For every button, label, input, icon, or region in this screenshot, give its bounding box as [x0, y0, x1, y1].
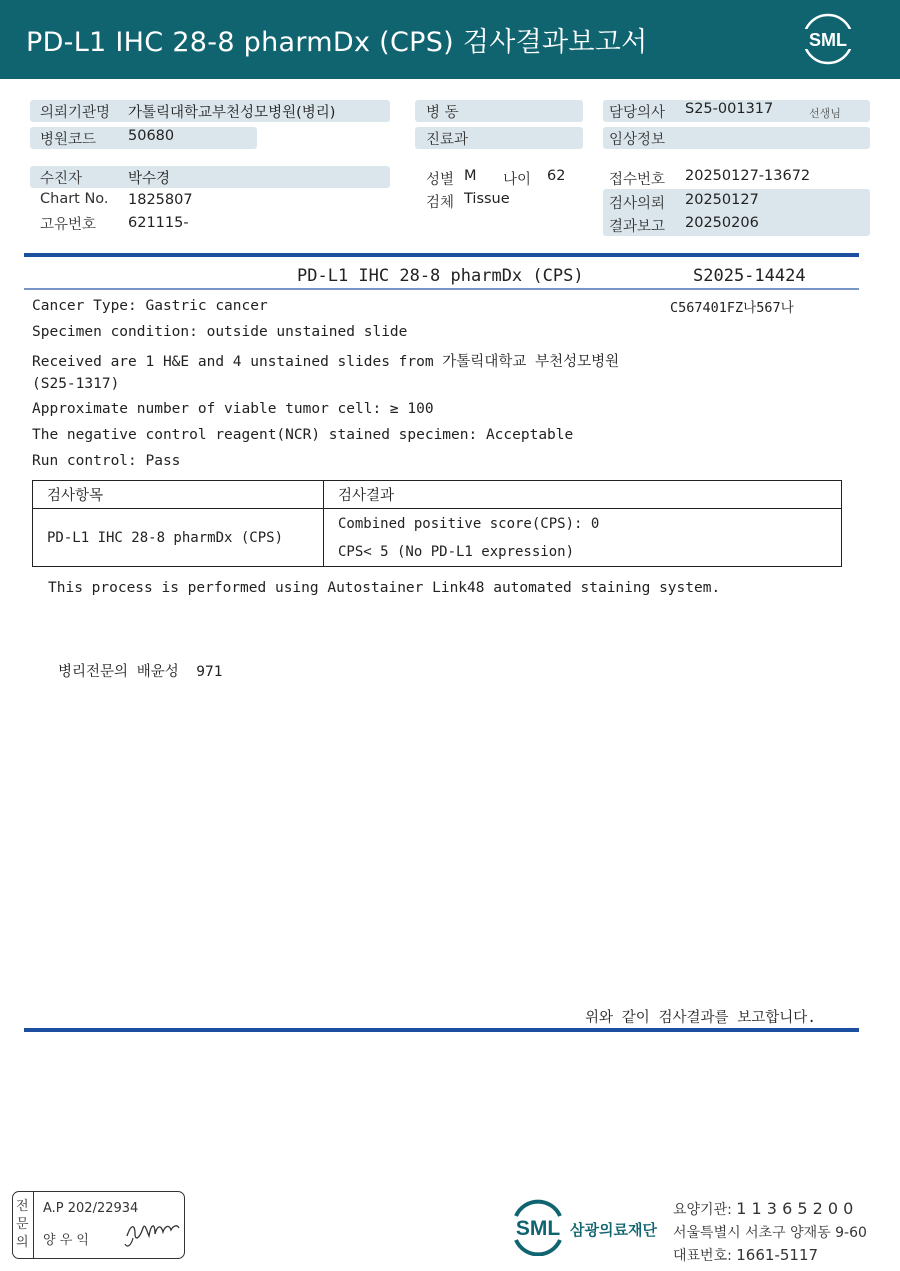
- hospital-code-label: 병원코드: [40, 132, 97, 148]
- pathologist-signature: 병리전문의 배윤성 971: [58, 664, 223, 680]
- col-item-header: 검사항목: [33, 481, 324, 509]
- department-label: 진료과: [426, 132, 469, 148]
- report-line: (S25-1317): [32, 376, 120, 392]
- top-divider: [24, 253, 859, 257]
- bottom-divider: [24, 1028, 859, 1032]
- license-label: 요양기관:: [673, 1202, 737, 1218]
- receipt-label: 접수번호: [609, 172, 666, 188]
- sml-logo-icon: [802, 13, 854, 65]
- specimen-label: 검체: [426, 195, 455, 211]
- patient-value: 박수경: [128, 171, 171, 187]
- result-table: [32, 480, 842, 567]
- patient-label: 수진자: [40, 171, 83, 187]
- svg-text:SML: SML: [809, 30, 847, 50]
- doctor-suffix: 선생님: [809, 107, 841, 120]
- hospital-code-value: 50680: [128, 128, 175, 144]
- doctor-label: 담당의사: [609, 105, 666, 121]
- svg-text:SML: SML: [515, 1217, 561, 1240]
- specimen-value: Tissue: [464, 191, 510, 207]
- report-value: 20250206: [685, 215, 759, 231]
- sml-org-logo-icon: [508, 1198, 568, 1256]
- institution-value: 가톨릭대학교부천성모병원(병리): [128, 105, 336, 121]
- sex-value: M: [464, 168, 477, 184]
- institution-label: 의뢰기관명: [40, 105, 111, 121]
- phone-label: 대표번호:: [673, 1248, 737, 1264]
- clinical-info-label: 임상정보: [609, 132, 666, 148]
- id-value: 621115-: [128, 215, 189, 231]
- report-line: Approximate number of viable tumor cell: ≥ 100: [32, 401, 434, 417]
- report-line: Specimen condition: outside unstained slide: [32, 324, 408, 340]
- report-title: PD-L1 IHC 28-8 pharmDx (CPS) 검사결과보고서: [26, 27, 648, 58]
- closing-statement: 위와 같이 검사결과를 보고합니다.: [585, 1010, 817, 1026]
- ward-label: 병 동: [426, 105, 459, 121]
- id-label: 고유번호: [40, 217, 97, 233]
- report-id: S2025-14424: [693, 266, 806, 286]
- result-line: CPS< 5 (No PD-L1 expression): [338, 543, 575, 560]
- phone-line: [673, 1245, 818, 1265]
- test-item-cell: PD-L1 IHC 28-8 pharmDx (CPS): [33, 509, 324, 567]
- heading-divider: [24, 288, 859, 290]
- col-result-header: 검사결과: [324, 481, 842, 509]
- report-label: 결과보고: [609, 219, 666, 235]
- result-line: Combined positive score(CPS): 0: [338, 515, 600, 532]
- org-address: 서울특별시 서초구 양재동 9-60: [673, 1225, 867, 1241]
- test-result-cell: [324, 509, 842, 567]
- specialist-stamp: [12, 1191, 185, 1259]
- request-label: 검사의뢰: [609, 196, 666, 212]
- stamp-side-label: 전문의: [16, 1199, 29, 1250]
- org-name: 삼광의료재단: [570, 1221, 657, 1239]
- handwritten-signature-icon: [123, 1206, 181, 1250]
- license-line: [673, 1199, 853, 1219]
- stamp-ap: A.P 202/22934: [43, 1201, 139, 1216]
- age-value: 62: [547, 168, 566, 184]
- report-line: The negative control reagent(NCR) stained specimen: Acceptable: [32, 427, 574, 443]
- stamp-name: 양 우 익: [43, 1233, 89, 1248]
- doctor-value: S25-001317: [685, 101, 774, 117]
- chart-value: 1825807: [128, 192, 193, 208]
- test-name-heading: PD-L1 IHC 28-8 pharmDx (CPS): [297, 266, 584, 286]
- process-note: This process is performed using Autostainer Link48 automated staining system.: [48, 580, 721, 596]
- age-label: 나이: [503, 172, 532, 188]
- report-line: Received are 1 H&E and 4 unstained slides from 가톨릭대학교 부천성모병원: [32, 354, 620, 370]
- sex-label: 성별: [426, 172, 455, 188]
- license-value: 1 1 3 6 5 2 0 0: [736, 1199, 854, 1218]
- report-code: C567401FZ나567나: [670, 300, 794, 316]
- report-line: Run control: Pass: [32, 453, 181, 469]
- chart-label: Chart No.: [40, 191, 109, 207]
- report-line: Cancer Type: Gastric cancer: [32, 298, 268, 314]
- request-value: 20250127: [685, 192, 759, 208]
- phone-value: 1661-5117: [736, 1246, 819, 1264]
- report-header: [0, 0, 900, 79]
- receipt-value: 20250127-13672: [685, 168, 811, 184]
